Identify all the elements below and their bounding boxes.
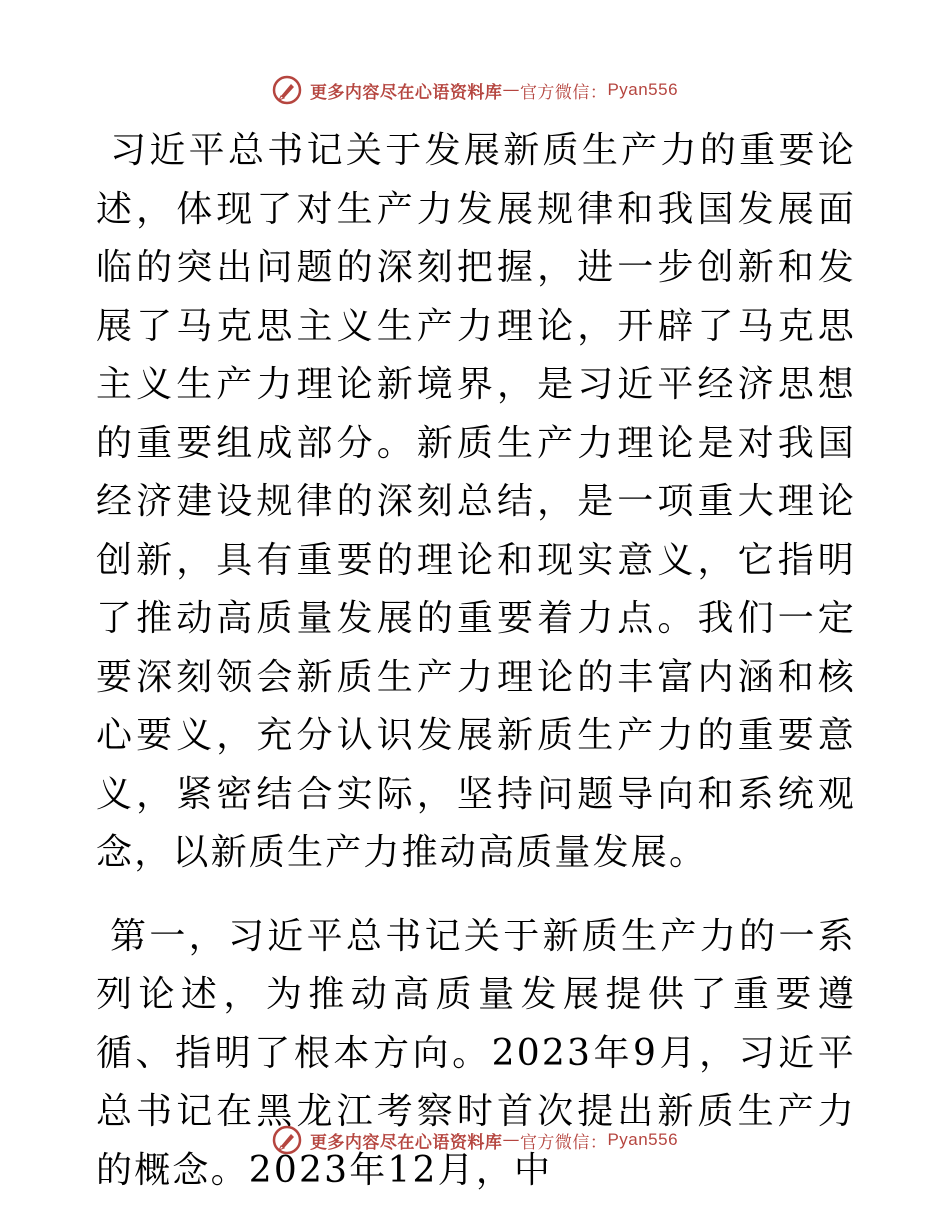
watermark-wechat-label: 官方微信： — [519, 82, 608, 103]
watermark-site-text: 更多内容尽在心语资料库 — [309, 82, 503, 103]
watermark-wechat-id: Pyan556 — [607, 80, 679, 99]
paragraph-first: 第一，习近平总书记关于新质生产力的一系列论述，为推动高质量发展提供了重要遵循、指明了根本方向。2023年9月，习近平总书记在黑龙江考察时首次提出新质生产力的概念。2023年12月，中 — [96, 915, 856, 1191]
watermark-wechat-id: Pyan556 — [607, 1130, 679, 1149]
watermark-wechat-label: 官方微信： — [519, 1132, 608, 1153]
watermark-footer — [0, 1122, 950, 1158]
pen-nib-logo-icon — [272, 75, 302, 105]
watermark-site-text: 更多内容尽在心语资料库 — [309, 1132, 503, 1153]
pen-nib-logo-icon — [272, 1125, 302, 1155]
paragraph-intro: 习近平总书记关于发展新质生产力的重要论述，体现了对生产力发展规律和我国发展面临的突出问题的深刻把握，进一步创新和发展了马克思主义生产力理论，开辟了马克思主义生产力理论新境界，是习近平经济思想的重要组成部分。新质生产力理论是对我国经济建设规律的深刻总结，是一项重大理论创新，具有重要的理论和现实意义，它指明了推动高质量发展的重要着力点。我们一定要深刻领会新质生产力理论的丰富内涵和核心要义，充分认识发展新质生产力的重要意义，紧密结合实际，坚持问题导向和系统观念，以新质生产力推动高质量发展。 — [96, 130, 856, 873]
watermark-header — [0, 72, 950, 108]
watermark-separator: — — [502, 80, 520, 100]
watermark-separator: — — [502, 1130, 520, 1150]
document-body — [96, 122, 856, 1200]
